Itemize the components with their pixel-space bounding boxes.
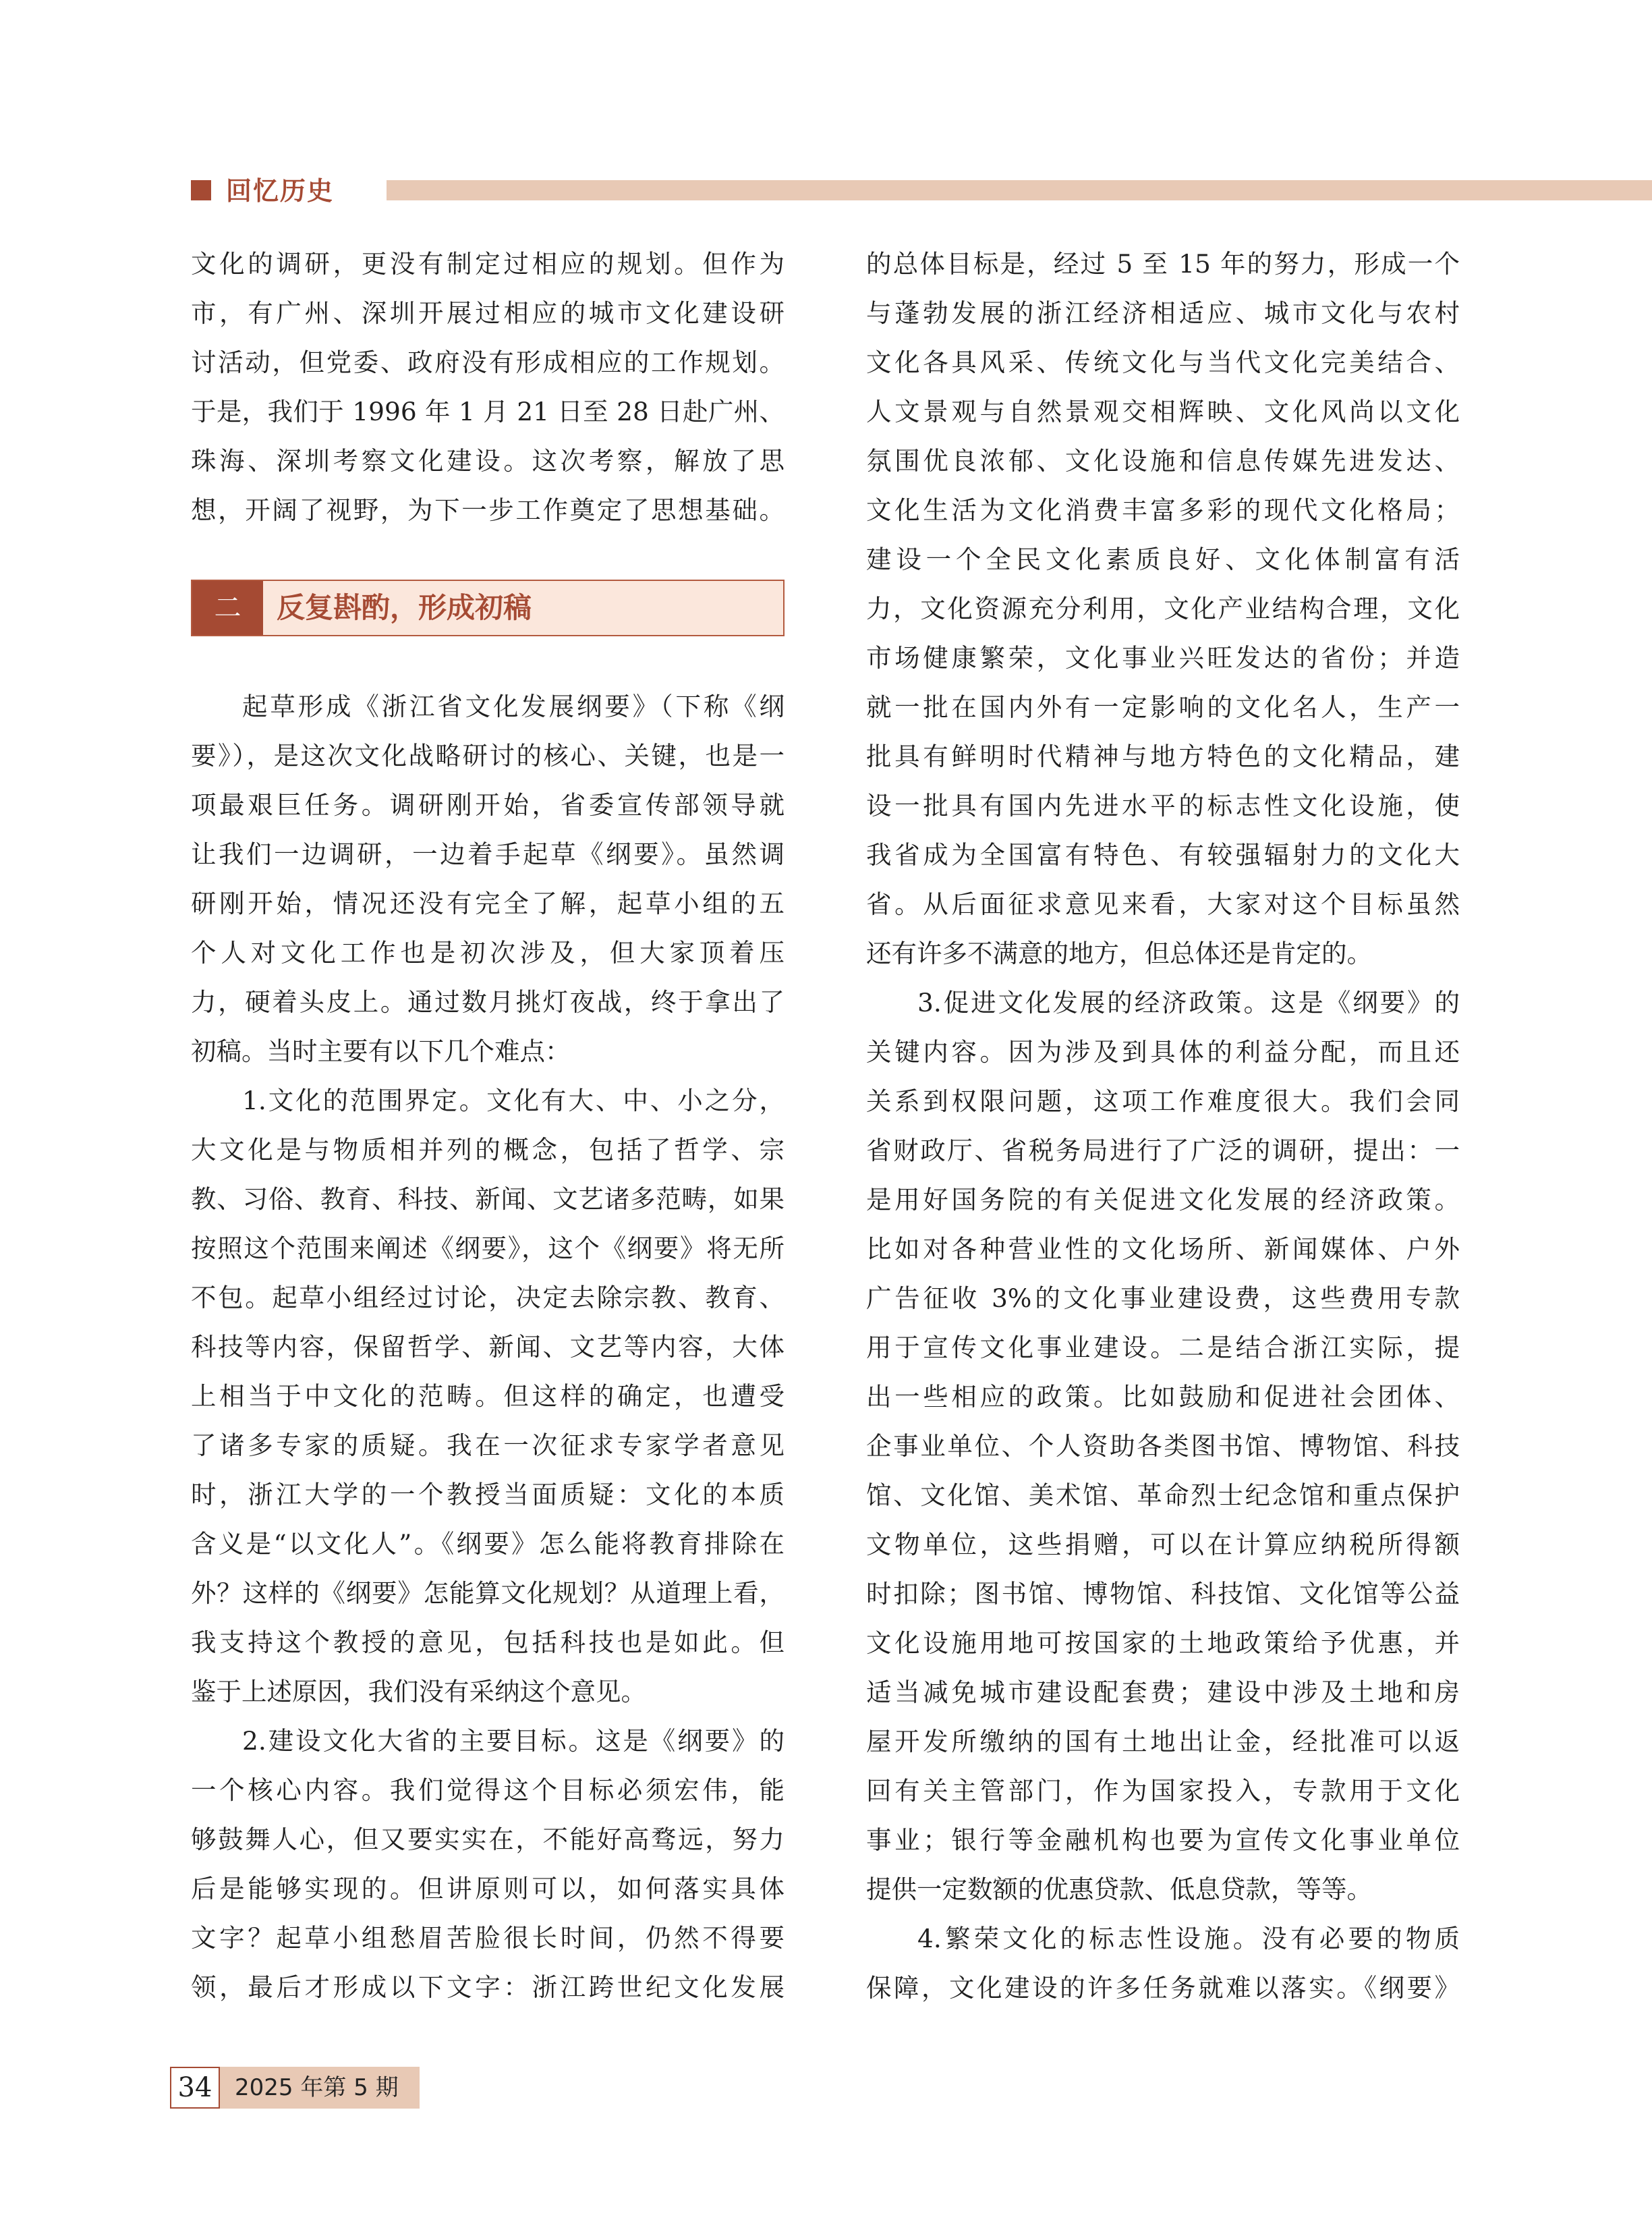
header-bar	[387, 180, 1652, 200]
text-line: 就一批在国内外有一定影响的文化名人，生产一	[866, 692, 1460, 722]
text-line: 省。从后面征求意见来看，大家对这个目标虽然	[866, 889, 1460, 919]
text-line: 关系到权限问题，这项工作难度很大。我们会同	[866, 1086, 1460, 1116]
text-line: 与蓬勃发展的浙江经济相适应、城市文化与农村	[866, 298, 1460, 328]
text-line: 2.建设文化大省的主要目标。这是《纲要》的	[242, 1726, 785, 1756]
text-line: 初稿。当时主要有以下几个难点：	[191, 1036, 571, 1066]
text-line: 关键内容。因为涉及到具体的利益分配，而且还	[866, 1037, 1460, 1067]
text-line: 我支持这个教授的意见，包括科技也是如此。但	[191, 1627, 785, 1657]
section-title: 反复斟酌，形成初稿	[277, 591, 532, 624]
text-line: 于是，我们于 1996 年 1 月 21 日至 28 日赴广州、	[191, 397, 785, 426]
text-line: 批具有鲜明时代精神与地方特色的文化精品，建	[866, 742, 1460, 771]
text-line: 回有关主管部门，作为国家投入，专款用于文化	[866, 1776, 1460, 1806]
text-line: 想，开阔了视野，为下一步工作奠定了思想基础。	[191, 495, 785, 525]
text-line: 研刚开始，情况还没有完全了解，起草小组的五	[191, 889, 785, 918]
text-line: 建设一个全民文化素质良好、文化体制富有活	[866, 545, 1460, 574]
header-marker	[191, 180, 211, 200]
text-line: 的总体目标是，经过 5 至 15 年的努力，形成一个	[866, 249, 1460, 279]
text-line: 科技等内容，保留哲学、新闻、文艺等内容，大体	[191, 1332, 785, 1362]
text-line: 人文景观与自然景观交相辉映、文化风尚以文化	[866, 397, 1460, 426]
text-line: 用于宣传文化事业建设。二是结合浙江实际，提	[866, 1333, 1460, 1362]
text-line: 适当减免城市建设配套费；建设中涉及土地和房	[866, 1677, 1460, 1707]
text-line: 了诸多专家的质疑。我在一次征求专家学者意见	[191, 1430, 785, 1460]
text-line: 项最艰巨任务。调研刚开始，省委宣传部领导就	[191, 790, 785, 820]
text-line: 个人对文化工作也是初次涉及，但大家顶着压	[191, 938, 785, 968]
issue-label: 2025 年第 5 期	[220, 2067, 420, 2109]
text-line: 后是能够实现的。但讲原则可以，如何落实具体	[191, 1874, 785, 1903]
text-line: 力，硬着头皮上。通过数月挑灯夜战，终于拿出了	[191, 987, 785, 1017]
text-line: 馆、文化馆、美术馆、革命烈士纪念馆和重点保护	[866, 1480, 1460, 1510]
paragraph	[866, 1914, 1460, 2013]
text-line: 含义是“以文化人”。《纲要》怎么能将教育排除在	[191, 1529, 785, 1559]
text-line: 够鼓舞人心，但又要实实在，不能好高骛远，努力	[191, 1825, 785, 1854]
text-line: 文物单位，这些捐赠，可以在计算应纳税所得额	[866, 1530, 1460, 1559]
left-column	[191, 240, 785, 2012]
text-line: 按照这个范围来阐述《纲要》，这个《纲要》将无所	[191, 1233, 785, 1263]
page-number: 34	[170, 2067, 220, 2109]
header-label: 回忆历史	[226, 176, 335, 206]
text-line: 鉴于上述原因，我们没有采纳这个意见。	[191, 1677, 646, 1706]
paragraph	[191, 240, 785, 535]
text-line: 起草形成《浙江省文化发展纲要》（下称《纲	[242, 692, 785, 721]
text-line: 屋开发所缴纳的国有土地出让金，经批准可以返	[866, 1727, 1460, 1756]
text-line: 文化的调研，更没有制定过相应的规划。但作为	[191, 249, 785, 279]
text-line: 文化生活为文化消费丰富多彩的现代文化格局；	[866, 495, 1460, 525]
text-line: 领，最后才形成以下文字：浙江跨世纪文化发展	[191, 1972, 785, 2002]
text-line: 外？这样的《纲要》怎能算文化规划？从道理上看，	[191, 1578, 785, 1608]
text-line: 文字？起草小组愁眉苦脸很长时间，仍然不得要	[191, 1923, 785, 1953]
text-line: 事业；银行等金融机构也要为宣传文化事业单位	[866, 1825, 1460, 1855]
text-line: 4.繁荣文化的标志性设施。没有必要的物质	[917, 1924, 1460, 1953]
text-line: 市场健康繁荣，文化事业兴旺发达的省份；并造	[866, 643, 1460, 673]
text-line: 广告征收 3%的文化事业建设费，这些费用专款	[866, 1283, 1460, 1313]
section-heading	[191, 580, 785, 636]
text-line: 提供一定数额的优惠贷款、低息贷款，等等。	[866, 1874, 1372, 1904]
text-line: 时，浙江大学的一个教授当面质疑：文化的本质	[191, 1480, 785, 1509]
paragraph	[866, 978, 1460, 1914]
text-line: 企事业单位、个人资助各类图书馆、博物馆、科技	[866, 1431, 1460, 1461]
text-line: 一个核心内容。我们觉得这个目标必须宏伟，能	[191, 1775, 785, 1805]
text-line: 还有许多不满意的地方，但总体还是肯定的。	[866, 939, 1372, 968]
text-line: 文化设施用地可按国家的土地政策给予优惠，并	[866, 1628, 1460, 1658]
text-line: 珠海、深圳考察文化建设。这次考察，解放了思	[191, 446, 785, 476]
text-line: 设一批具有国内先进水平的标志性文化设施，使	[866, 791, 1460, 820]
text-line: 我省成为全国富有特色、有较强辐射力的文化大	[866, 840, 1460, 870]
paragraph	[191, 682, 785, 1076]
text-line: 让我们一边调研，一边着手起草《纲要》。虽然调	[191, 839, 785, 869]
text-line: 讨活动，但党委、政府没有形成相应的工作规划。	[191, 347, 785, 377]
text-line: 不包。起草小组经过讨论，决定去除宗教、教育、	[191, 1283, 785, 1312]
section-header	[191, 177, 1652, 204]
paragraph	[191, 1076, 785, 1717]
text-line: 教、习俗、教育、科技、新闻、文艺诸多范畴，如果	[191, 1184, 785, 1214]
text-line: 时扣除；图书馆、博物馆、科技馆、文化馆等公益	[866, 1579, 1460, 1609]
text-line: 比如对各种营业性的文化场所、新闻媒体、户外	[866, 1234, 1460, 1264]
text-line: 3.促进文化发展的经济政策。这是《纲要》的	[917, 988, 1460, 1018]
text-line: 市，有广州、深圳开展过相应的城市文化建设研	[191, 298, 785, 328]
paragraph	[866, 240, 1460, 978]
text-line: 省财政厅、省税务局进行了广泛的调研，提出：一	[866, 1136, 1460, 1165]
text-line: 力，文化资源充分利用，文化产业结构合理，文化	[866, 594, 1460, 623]
text-line: 上相当于中文化的范畴。但这样的确定，也遭受	[191, 1381, 785, 1411]
text-line: 大文化是与物质相并列的概念，包括了哲学、宗	[191, 1135, 785, 1165]
paragraph	[191, 1717, 785, 2012]
text-line: 保障，文化建设的许多任务就难以落实。《纲要》	[866, 1973, 1460, 2003]
text-line: 要》），是这次文化战略研讨的核心、关键，也是一	[191, 741, 785, 771]
text-line: 出一些相应的政策。比如鼓励和促进社会团体、	[866, 1382, 1460, 1412]
text-line: 文化各具风采、传统文化与当代文化完美结合、	[866, 347, 1460, 377]
page-footer	[170, 2067, 420, 2109]
text-line: 氛围优良浓郁、文化设施和信息传媒先进发达、	[866, 446, 1460, 476]
right-column	[866, 240, 1460, 2013]
section-number: 二	[192, 581, 263, 635]
text-line: 是用好国务院的有关促进文化发展的经济政策。	[866, 1185, 1460, 1215]
text-line: 1.文化的范围界定。文化有大、中、小之分，	[242, 1086, 785, 1115]
